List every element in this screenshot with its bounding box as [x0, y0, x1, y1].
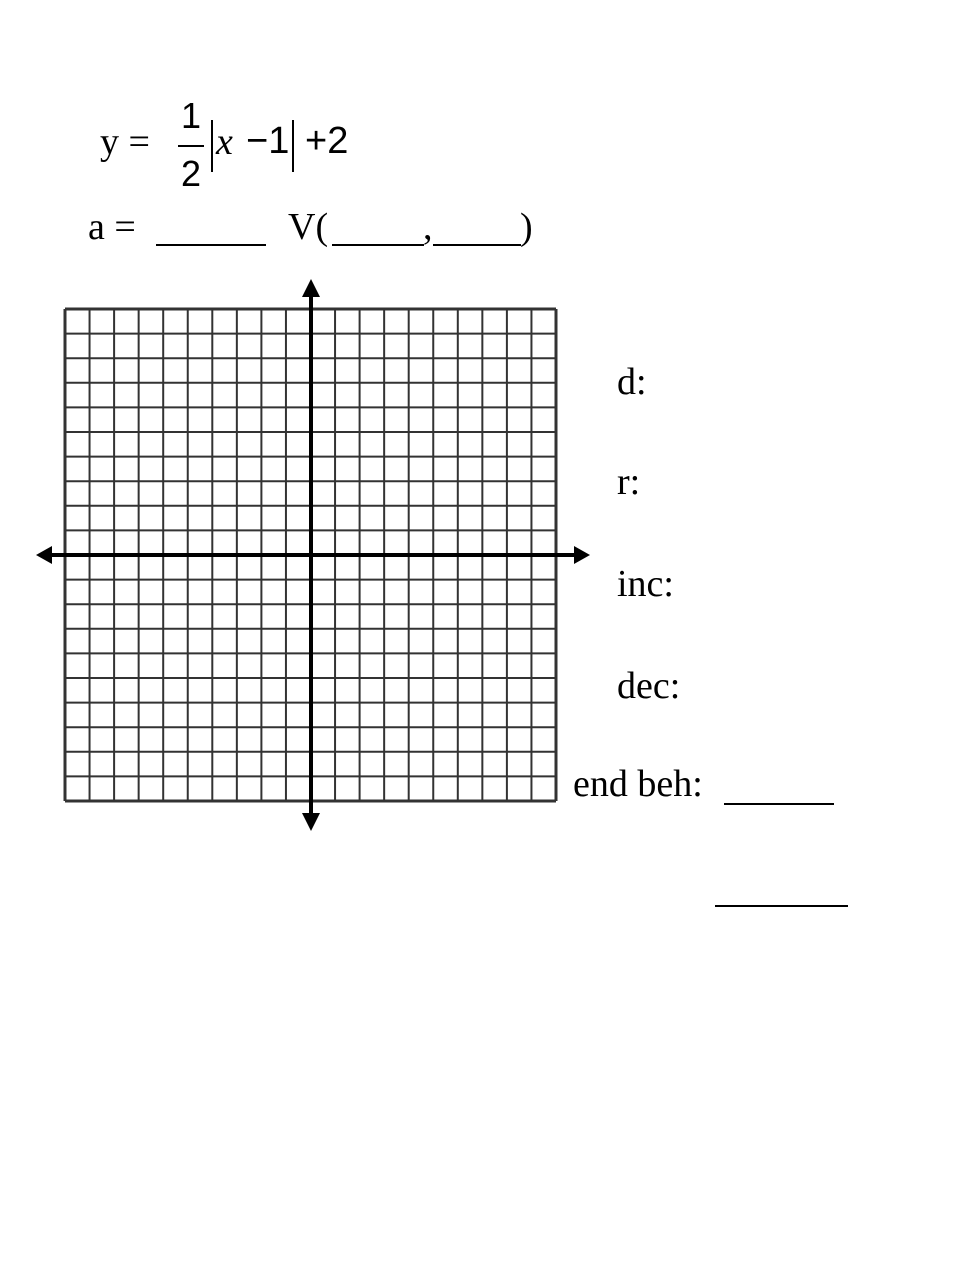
- end-behavior-blank-1[interactable]: [724, 803, 834, 805]
- vertex-close-paren: ): [520, 206, 533, 248]
- end-behavior-label: end beh:: [573, 763, 703, 805]
- decreasing-label: dec:: [617, 665, 681, 707]
- x-axis-right-arrow: [574, 546, 590, 564]
- a-label: a =: [88, 206, 146, 248]
- y-axis-top-arrow: [302, 279, 320, 297]
- fraction-numerator: 1: [180, 95, 202, 136]
- equation-plus-two: +2: [305, 120, 349, 162]
- end-behavior-blank-2[interactable]: [715, 905, 848, 907]
- vertex-comma: ,: [423, 206, 433, 248]
- range-label: r:: [617, 461, 641, 503]
- fraction-denominator: 2: [180, 153, 202, 194]
- increasing-label: inc:: [617, 563, 674, 605]
- domain-label: d:: [617, 361, 647, 403]
- equation-variable: x: [216, 121, 233, 163]
- equation-minus-one: −1: [246, 120, 290, 162]
- x-axis-left-arrow: [36, 546, 52, 564]
- vertex-label: V(: [288, 206, 329, 248]
- y-axis-bottom-arrow: [302, 813, 320, 831]
- equation-lhs: y =: [100, 121, 150, 163]
